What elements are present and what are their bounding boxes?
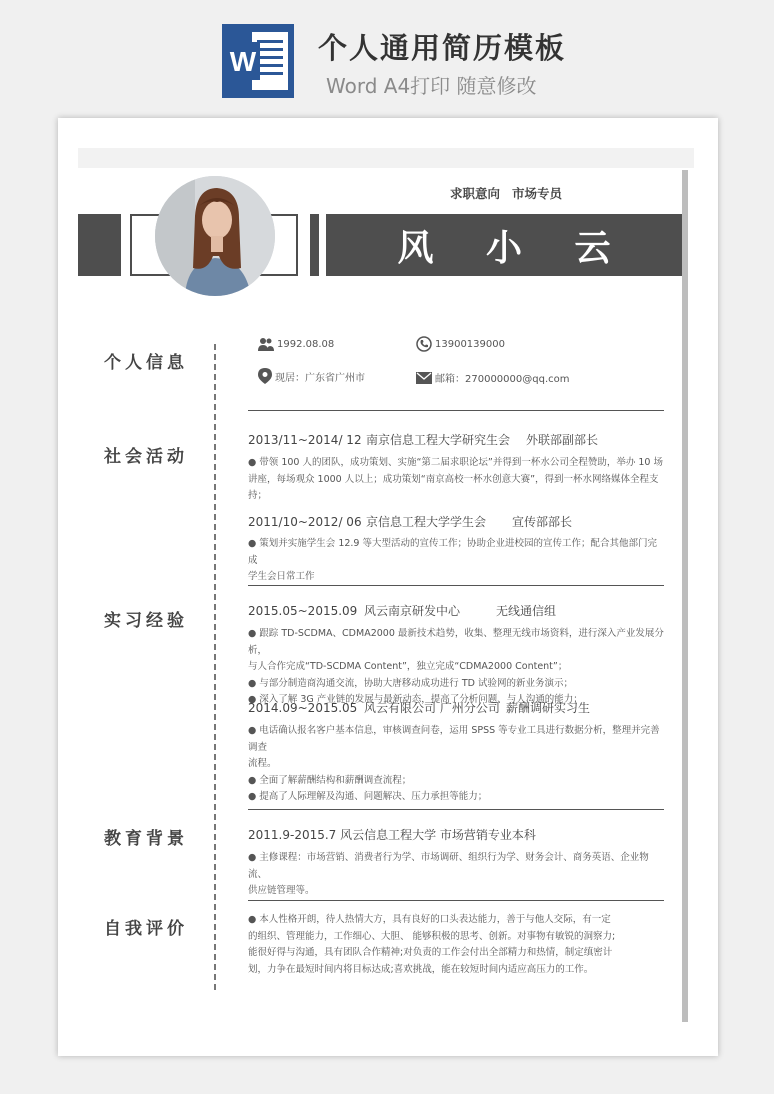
intent-value: 市场专员 [512, 186, 563, 201]
social-2-org: 京信息工程大学学生会 [366, 515, 487, 529]
intern-entry-1-head [248, 602, 556, 619]
decor-bar-left [78, 214, 121, 276]
bullet-line: ● 深入了解 3G 产业链的发展与最新动态，提高了分析问题、与人沟通的能力； [248, 694, 583, 705]
social-1-org: 南京信息工程大学研究生会 [366, 433, 511, 447]
divider-2 [248, 585, 664, 586]
decor-bar-thin [310, 214, 319, 276]
divider-3 [248, 809, 664, 810]
intern-1-date: 2015.05~2015.09 [248, 604, 358, 618]
bullet-line: ● 策划并实施学生会 12.9 等大型活动的宣传工作；协助企业进校园的宣传工作；配合其他部门完成 [248, 538, 658, 566]
social-entry-2-bullets [248, 536, 664, 586]
social-2-role: 宣传部部长 [512, 515, 573, 529]
bullet-line: ● 电话确认报名客户基本信息，审核调查问卷，运用 SPSS 等专业工具进行数据分析，整理并完善调查 [248, 725, 660, 753]
social-2-date: 2011/10~2012/ 06 [248, 515, 362, 529]
intern-entry-2-head [248, 699, 590, 716]
intent-label: 求职意向 [450, 186, 501, 201]
right-edge-shadow [682, 170, 688, 1022]
bullet-line: ● 跟踪 TD-SCDMA、CDMA2000 最新技术趋势，收集、整理无线市场资料，进行深入产业发展分析， [248, 628, 664, 656]
education-bullets [248, 850, 664, 900]
intern-2-org: 风云有限公司 广州分公司 [364, 701, 500, 715]
birth-text: 1992.08.08 [277, 338, 335, 350]
info-email [416, 370, 570, 385]
name-bar [326, 214, 682, 276]
location-pin-icon [258, 368, 272, 384]
word-icon-letter: W [229, 46, 257, 77]
top-strip [78, 148, 694, 168]
intern-entry-1-bullets [248, 626, 664, 709]
bullet-line: 划，力争在最短时间内将目标达成;喜欢挑战，能在较短时间内适应高压力的工作。 [248, 963, 594, 975]
divider-4 [248, 900, 664, 901]
bullet-line: 讲座，每场观众 1000 人以上；成功策划“南京高校一杯水创意大赛”，得到一杯水网络媒体全程支 [248, 473, 659, 485]
bullet-line: 与人合作完成“TD-SCDMA Content”，独立完成“CDMA2000 Content”； [248, 661, 568, 672]
section-title-personal: 个人信息 [104, 353, 188, 373]
social-entry-2-head [248, 513, 572, 530]
self-evaluation-text [248, 912, 664, 978]
bullet-line: 流程。 [248, 758, 277, 769]
bullet-line: 持； [248, 490, 268, 501]
email-text: 邮箱：270000000@qq.com [435, 374, 570, 385]
intern-2-date: 2014.09~2015.05 [248, 701, 358, 715]
intern-1-role: 无线通信组 [496, 604, 557, 618]
info-phone [416, 336, 505, 352]
intern-1-org: 风云南京研发中心 [364, 604, 461, 618]
bullet-line: ● 带领 100 人的团队，成功策划、实施“第二届求职论坛”并得到一杯水公司全程赞助，举办 10 场 [248, 457, 663, 468]
education-head: 2011.9-2015.7 风云信息工程大学 市场营销专业本科 [248, 828, 536, 842]
bullet-line: ● 本人性格开朗，待人热情大方，具有良好的口头表达能力，善于与他人交际，有一定 [248, 914, 611, 925]
section-title-intern: 实习经验 [104, 611, 188, 631]
social-1-role: 外联部副部长 [526, 433, 599, 447]
residence-text: 现居：广东省广州市 [275, 372, 365, 384]
candidate-name: 风 小 云 [397, 227, 631, 269]
bullet-line: ● 全面了解薪酬结构和薪酬调查流程； [248, 774, 412, 786]
section-title-social: 社会活动 [104, 447, 188, 467]
info-birth [258, 337, 334, 351]
intern-entry-2-bullets [248, 723, 664, 806]
bullet-line: 能很好得与沟通，具有团队合作精神;对负责的工作会付出全部精力和热情，制定缜密计 [248, 947, 613, 958]
social-1-date: 2013/11~2014/ 12 [248, 433, 362, 447]
bullet-line: ● 提高了人际理解及沟通、问题解决、压力承担等能力； [248, 791, 488, 802]
timeline-dashed-line [214, 344, 216, 990]
phone-text: 13900139000 [435, 338, 505, 350]
banner-title: 个人通用简历模板 [318, 31, 567, 65]
phone-icon [416, 336, 432, 352]
section-title-education: 教育背景 [104, 829, 188, 849]
intern-2-role: 薪酬调研实习生 [506, 701, 591, 715]
social-entry-1-head [248, 431, 598, 448]
section-title-self: 自我评价 [104, 919, 188, 939]
info-residence [258, 368, 365, 384]
social-entry-1-bullets [248, 455, 664, 505]
bullet-line: 的组织、管理能力，工作细心、大胆、 能够积极的思考、创新。对事物有敏锐的洞察力; [248, 930, 616, 942]
person-icon [258, 337, 274, 351]
bullet-line: ● 主修课程：市场营销、消费者行为学、市场调研、组织行为学、财务会计、商务英语、企业物流、 [248, 852, 649, 880]
banner-subtitle: Word A4打印 随意修改 [326, 74, 537, 98]
header-banner [0, 0, 774, 110]
divider-1 [248, 410, 664, 411]
job-intent [450, 184, 574, 202]
bullet-line: 学生会日常工作 [248, 571, 315, 582]
mail-icon [416, 372, 432, 384]
bullet-line: ● 与部分制造商沟通交流，协助大唐移动成功进行 TD 试验网的新业务演示； [248, 677, 573, 689]
bullet-line: 供应链管理等。 [248, 885, 315, 896]
word-doc-icon [222, 24, 294, 98]
resume-page [58, 118, 718, 1056]
avatar-photo [155, 176, 275, 296]
